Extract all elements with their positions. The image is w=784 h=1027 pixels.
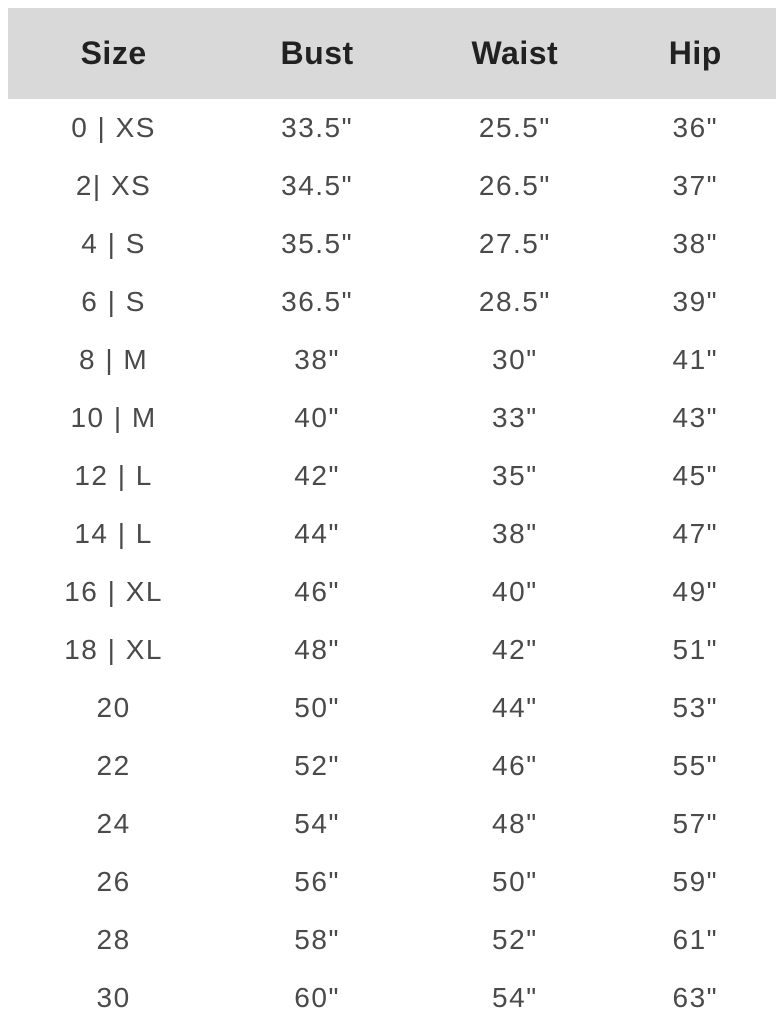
table-cell: 39" bbox=[672, 286, 719, 317]
table-cell: 20 bbox=[96, 692, 131, 723]
table-row bbox=[8, 331, 776, 389]
table-cell: 56" bbox=[294, 866, 340, 897]
table-cell: 10 | M bbox=[70, 402, 157, 433]
table-cell: 58" bbox=[294, 924, 340, 955]
table-row bbox=[8, 911, 776, 969]
table-cell: 46" bbox=[294, 576, 340, 607]
table-cell: 50" bbox=[492, 866, 538, 897]
table-cell: 61" bbox=[672, 924, 719, 955]
table-row bbox=[8, 99, 776, 157]
table-cell: 48" bbox=[294, 634, 340, 665]
table-cell: 54" bbox=[294, 808, 340, 839]
table-cell: 36.5" bbox=[281, 286, 354, 317]
table-row bbox=[8, 389, 776, 447]
table-cell: 37" bbox=[672, 170, 719, 201]
table-cell: 45" bbox=[672, 460, 719, 491]
table-cell: 52" bbox=[492, 924, 538, 955]
table-cell: 63" bbox=[672, 982, 719, 1013]
table-cell: 14 | L bbox=[74, 518, 153, 549]
table-cell: 40" bbox=[294, 402, 340, 433]
header-cell-hip: Hip bbox=[668, 35, 722, 71]
table-cell: 25.5" bbox=[478, 112, 551, 143]
table-cell: 24 bbox=[96, 808, 131, 839]
table-cell: 43" bbox=[672, 402, 719, 433]
table-cell: 2| XS bbox=[75, 170, 152, 201]
table-row bbox=[8, 795, 776, 853]
table-cell: 34.5" bbox=[281, 170, 354, 201]
table-cell: 44" bbox=[294, 518, 340, 549]
table-cell: 27.5" bbox=[478, 228, 551, 259]
table-cell: 33" bbox=[492, 402, 538, 433]
table-cell: 28 bbox=[96, 924, 131, 955]
table-cell: 38" bbox=[492, 518, 538, 549]
table-cell: 18 | XL bbox=[64, 634, 163, 665]
table-cell: 30 bbox=[96, 982, 131, 1013]
table-cell: 53" bbox=[672, 692, 719, 723]
table-row bbox=[8, 215, 776, 273]
table-cell: 40" bbox=[492, 576, 538, 607]
table-cell: 44" bbox=[492, 692, 538, 723]
table-cell: 8 | M bbox=[78, 344, 149, 375]
table-row bbox=[8, 447, 776, 505]
table-cell: 26 bbox=[96, 866, 131, 897]
table-header-row bbox=[8, 8, 776, 99]
table-cell: 35.5" bbox=[281, 228, 354, 259]
table-cell: 22 bbox=[96, 750, 131, 781]
table-cell: 42" bbox=[294, 460, 340, 491]
table-cell: 12 | L bbox=[74, 460, 153, 491]
table-cell: 48" bbox=[492, 808, 538, 839]
table-cell: 52" bbox=[294, 750, 340, 781]
table-cell: 35" bbox=[492, 460, 538, 491]
table-cell: 59" bbox=[672, 866, 719, 897]
header-cell-waist: Waist bbox=[471, 35, 559, 71]
table-row bbox=[8, 505, 776, 563]
table-row bbox=[8, 273, 776, 331]
table-row bbox=[8, 737, 776, 795]
table-row bbox=[8, 157, 776, 215]
header-cell-size: Size bbox=[80, 35, 147, 71]
table-cell: 57" bbox=[672, 808, 719, 839]
table-cell: 54" bbox=[492, 982, 538, 1013]
table-cell: 55" bbox=[672, 750, 719, 781]
table-row bbox=[8, 563, 776, 621]
table-cell: 16 | XL bbox=[64, 576, 163, 607]
table-cell: 60" bbox=[294, 982, 340, 1013]
table-cell: 46" bbox=[492, 750, 538, 781]
table-cell: 30" bbox=[492, 344, 538, 375]
table-cell: 38" bbox=[672, 228, 719, 259]
table-row bbox=[8, 621, 776, 679]
table-cell: 51" bbox=[672, 634, 719, 665]
table-cell: 4 | S bbox=[81, 228, 146, 259]
table-cell: 36" bbox=[672, 112, 719, 143]
table-cell: 50" bbox=[294, 692, 340, 723]
table-cell: 28.5" bbox=[478, 286, 551, 317]
table-cell: 49" bbox=[672, 576, 719, 607]
table-row bbox=[8, 679, 776, 737]
table-cell: 42" bbox=[492, 634, 538, 665]
table-body bbox=[8, 99, 776, 1027]
table-row bbox=[8, 969, 776, 1027]
table-cell: 38" bbox=[294, 344, 340, 375]
header-cell-bust: Bust bbox=[280, 35, 354, 71]
table-cell: 26.5" bbox=[478, 170, 551, 201]
table-row bbox=[8, 853, 776, 911]
table-cell: 41" bbox=[672, 344, 719, 375]
table-cell: 33.5" bbox=[281, 112, 354, 143]
table-cell: 6 | S bbox=[81, 286, 146, 317]
table-cell: 47" bbox=[672, 518, 719, 549]
table-cell: 0 | XS bbox=[71, 112, 156, 143]
